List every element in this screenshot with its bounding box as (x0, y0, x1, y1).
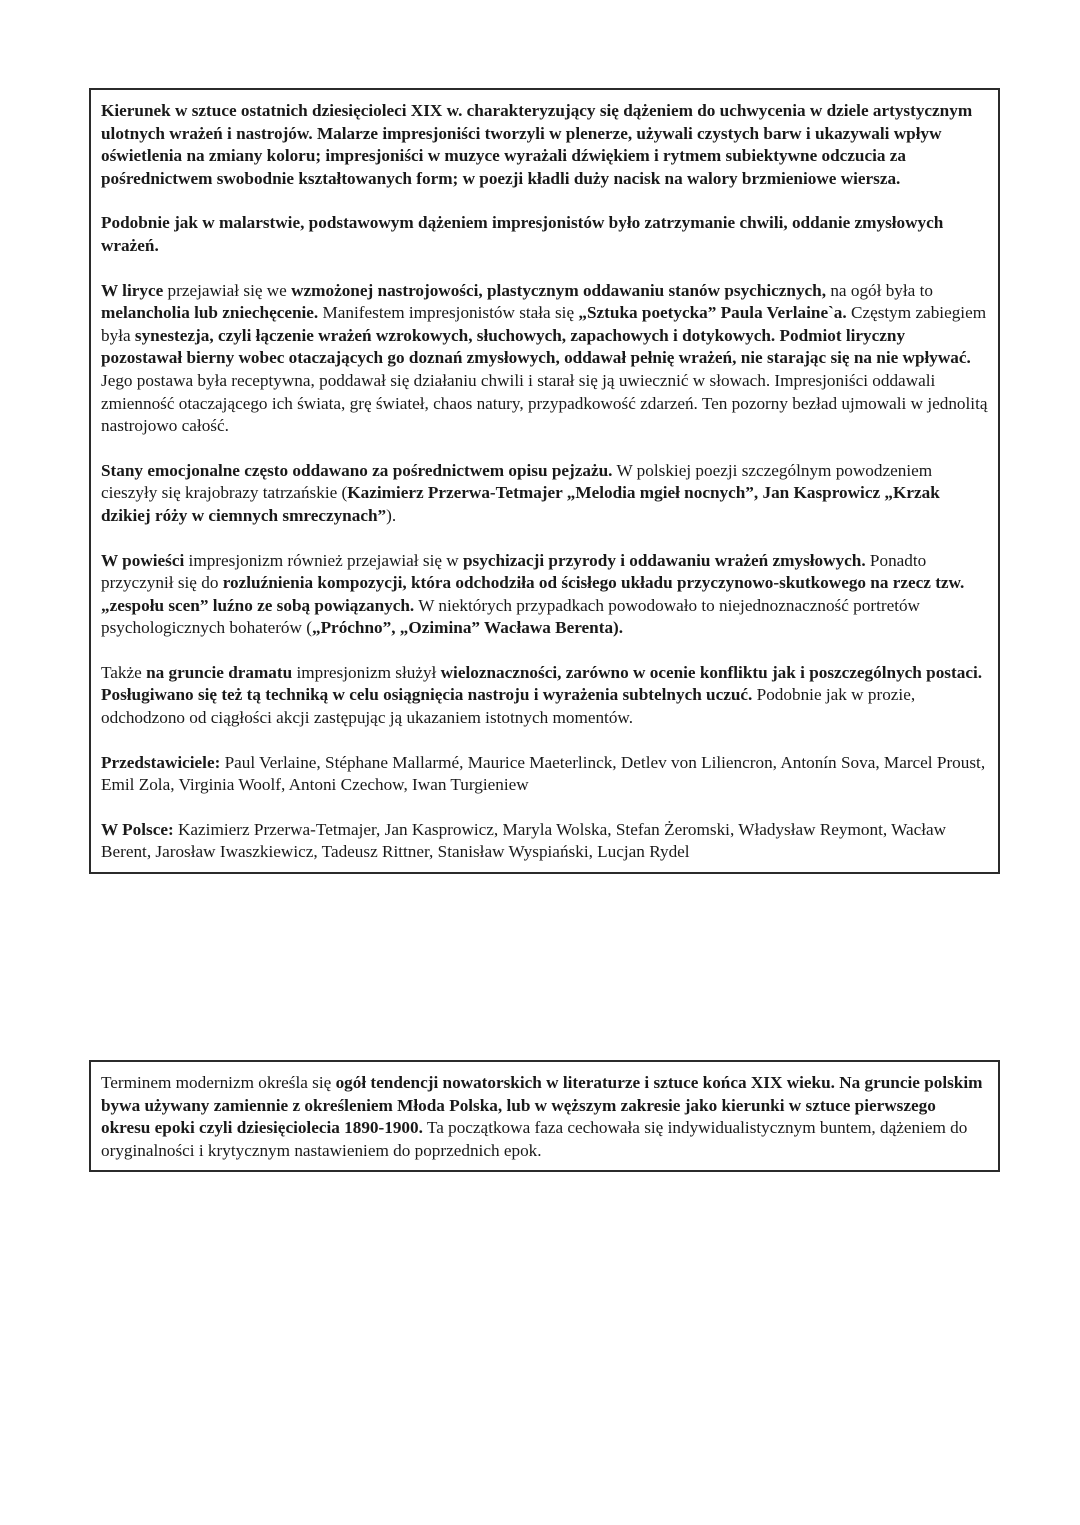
text-run: na ogół była to (826, 280, 933, 300)
text-run: Terminem modernizm określa się (101, 1073, 336, 1092)
bold-text-run: W powieści (101, 550, 185, 570)
impressionism-definition-box (89, 88, 1000, 874)
text-run: ). (386, 505, 397, 525)
bold-text-run: melancholia lub zniechęcenie. (101, 303, 319, 323)
bold-text-run: W Polsce: (101, 819, 174, 839)
paragraph-novel (101, 550, 988, 640)
bold-text-run: Kierunek w sztuce ostatnich dziesięcioleci XIX w. charakteryzujący się dążeniem do uchwycenia w dziele artystycznym ulotnych wrażeń i nastrojów. Malarze impresjoniści tworzyli w plenerze, używali czystych barw i ukazywali wpływ oświetlenia na zmiany koloru; impresjoniści w muzyce wyrażali dźwiękiem i rytmem subiektywne odczucia za pośrednictwem swobodnie kształtowanych form; w poezji kładli duży nacisk na walory brzmieniowe wiersza. (101, 101, 973, 188)
paragraph-drama (101, 662, 988, 730)
paragraph-modernism (101, 1072, 988, 1162)
bold-text-run: ogół tendencji nowatorskich w literaturze i sztuce końca XIX wieku. Na gruncie polskim bywa używany zamiennie z określeniem Młoda Polska, lub w węższym zakresie jako kierunki w sztuce pierwszego okresu epoki czyli dziesięciolecia 1890-1900. (101, 1073, 983, 1138)
bold-text-run: wzmożonej nastrojowości, plastycznym oddawaniu stanów psychicznych, (291, 280, 827, 300)
text-run: impresjonizm również przejawiał się w (184, 550, 463, 570)
bold-text-run: Stany emocjonalne często oddawano za pośrednictwem opisu pejzażu. (101, 460, 613, 480)
bold-text-run: synestezja, czyli łączenie wrażeń wzrokowych, słuchowych, zapachowych i dotykowych. Podmiot liryczny pozostawał bierny wobec otaczających go doznań zmysłowych, oddawał pełnię wrażeń, nie starając się na nie wpływać. (101, 325, 971, 368)
bold-text-run: na gruncie dramatu (146, 662, 293, 682)
paragraph-lyric (101, 280, 988, 438)
paragraph-representatives (101, 752, 988, 797)
bold-text-run: W liryce (101, 280, 164, 300)
text-run: Paul Verlaine, Stéphane Mallarmé, Maurice Maeterlinck, Detlev von Liliencron, Antonín Sova, Marcel Proust, Emil Zola, Virginia Woolf, Antoni Czechow, Iwan Turgieniew (101, 752, 986, 795)
text-run: Jego postawa była receptywna, poddawał się działaniu chwili i starał się ją uwiecznić w słowach. Impresjoniści oddawali zmienność otaczającego ich świata, grę świateł, chaos natury, przypadkowość zdarzeń. Ten pozorny bezład ujmowali w jednolitą nastrojowo całość. (101, 370, 988, 436)
text-run: Ta początkowa faza cechowała się indywidualistycznym buntem, dążeniem do oryginalności i krytycznym nastawieniem do poprzednich epok. (101, 1118, 968, 1160)
bold-text-run: „Próchno”, „Ozimina” Wacława Berenta). (311, 618, 624, 638)
paragraph-goal (101, 212, 988, 257)
bold-text-run: psychizacji przyrody i oddawaniu wrażeń zmysłowych. (462, 550, 866, 570)
paragraph-landscape (101, 460, 988, 528)
text-run: impresjonizm służył (292, 662, 441, 682)
text-run: Także (101, 662, 147, 682)
bold-text-run: rozluźnienia kompozycji, która odchodziła od ścisłego układu przyczynowo-skutkowego na rzecz tzw. „zespołu scen” luźno ze sobą powiązanych. (101, 573, 965, 615)
text-run: Manifestem impresjonistów stała się (318, 303, 579, 323)
bold-text-run: Przedstawiciele: (101, 752, 221, 772)
text-run: W niektórych przypadkach powodowało to niejednoznaczność portretów psychologicznych bohaterów ( (101, 595, 920, 638)
text-run: przejawiał się we (163, 280, 292, 300)
text-run: Ponadto przyczynił się do (101, 550, 927, 593)
bold-text-run: Kazimierz Przerwa-Tetmajer „Melodia mgieł nocnych”, Jan Kasprowicz „Krzak dzikiej róży w ciemnych smreczynach” (101, 483, 940, 525)
text-run: W polskiej poezji szczególnym powodzeniem cieszyły się krajobrazy tatrzańskie ( (101, 460, 933, 503)
paragraph-definition (101, 100, 988, 190)
text-run: Kazimierz Przerwa-Tetmajer, Jan Kasprowicz, Maryla Wolska, Stefan Żeromski, Władysław Reymont, Wacław Berent, Jarosław Iwaszkiewicz, Tadeusz Rittner, Stanisław Wyspiański, Lucjan Rydel (101, 819, 947, 862)
text-run: Częstym zabiegiem była (101, 303, 987, 345)
bold-text-run: Podobnie jak w malarstwie, podstawowym dążeniem impresjonistów było zatrzymanie chwili, oddanie zmysłowych wrażeń. (101, 213, 944, 255)
text-run: Podobnie jak w prozie, odchodzono od ciągłości akcji zastępując ją ukazaniem istotnych momentów. (101, 685, 916, 728)
bold-text-run: wieloznaczności, zarówno w ocenie konfliktu jak i poszczególnych postaci. Posługiwano się też tą techniką w celu osiągnięcia nastroju i wyrażenia subtelnych uczuć. (101, 662, 983, 705)
bold-text-run: „Sztuka poetycka” Paula Verlaine`a. (578, 303, 847, 323)
modernism-definition-box (89, 1060, 1000, 1172)
paragraph-polish-representatives (101, 819, 988, 864)
